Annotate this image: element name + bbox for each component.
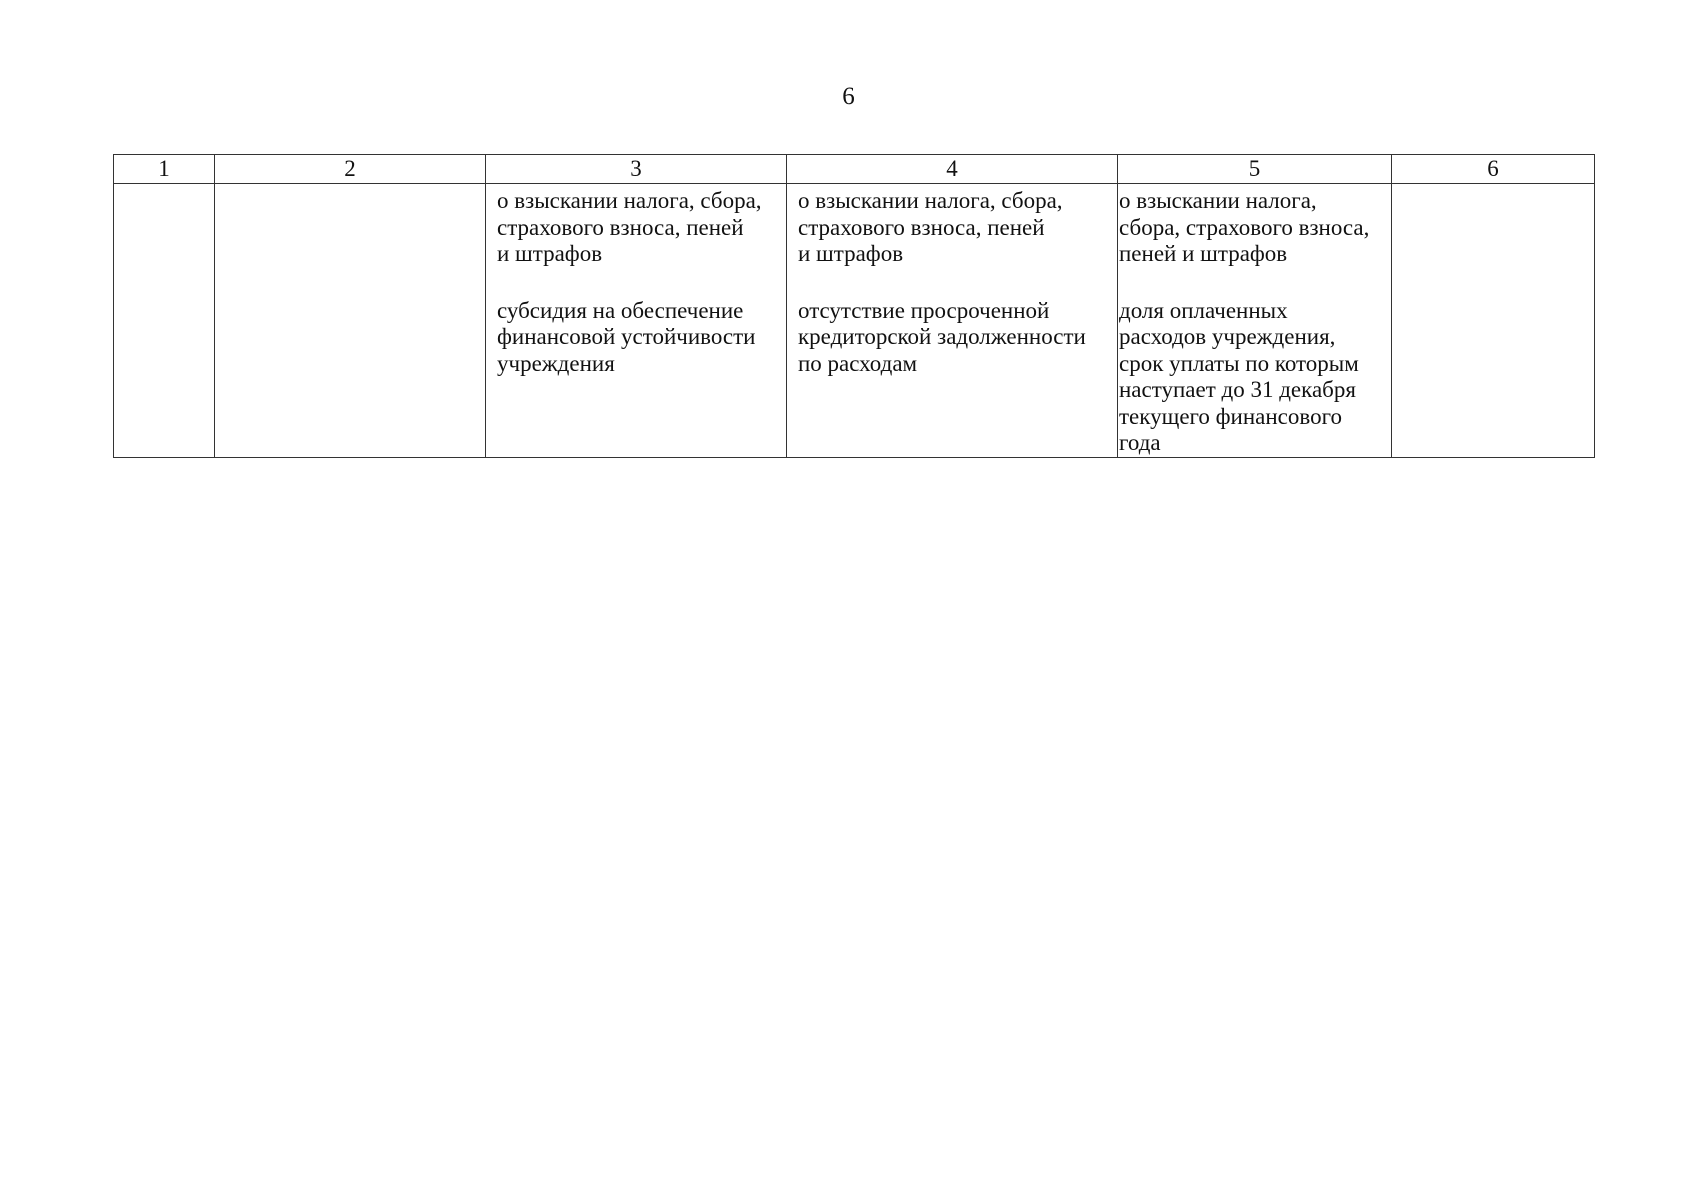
page-number: 6 <box>842 83 855 110</box>
cell-col5 <box>1118 184 1392 458</box>
cell-col5-paragraph-1: о взыскании налога, сбора, страхового взноса, пеней и штрафов <box>1119 188 1370 266</box>
column-header-1: 1 <box>114 155 215 184</box>
cell-col5-paragraph-2: доля оплаченных расходов учреждения, срок уплаты по которым наступает до 31 декабря текущего финансового года <box>1119 297 1359 455</box>
cell-col3-paragraph-1: о взыскании налога, сбора, страхового взноса, пеней и штрафов <box>497 188 762 266</box>
cell-col2 <box>215 184 486 458</box>
column-header-4: 4 <box>787 155 1118 184</box>
cell-col6 <box>1392 184 1595 458</box>
column-header-5: 5 <box>1118 155 1392 184</box>
table-header-row <box>114 155 1595 184</box>
column-header-2: 2 <box>215 155 486 184</box>
cell-col3 <box>486 184 787 458</box>
cell-col3-paragraph-2: субсидия на обеспечение финансовой устойчивости учреждения <box>497 297 756 376</box>
cell-col4-paragraph-2: отсутствие просроченной кредиторской задолженности по расходам <box>798 297 1086 376</box>
column-header-6: 6 <box>1392 155 1595 184</box>
cell-col1 <box>114 184 215 458</box>
column-header-3: 3 <box>486 155 787 184</box>
cell-col4-paragraph-1: о взыскании налога, сбора, страхового взноса, пеней и штрафов <box>798 188 1063 266</box>
table-row <box>114 184 1595 458</box>
cell-col4 <box>787 184 1118 458</box>
document-table <box>113 154 1595 458</box>
